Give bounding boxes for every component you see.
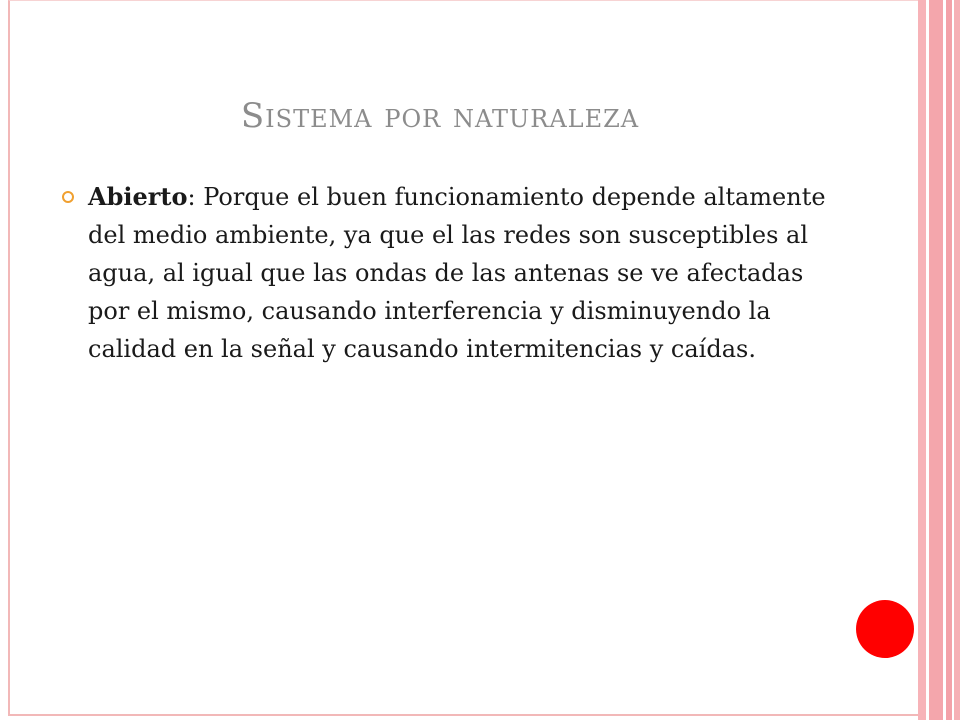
stripe (929, 0, 943, 720)
stripe (954, 0, 960, 720)
decorative-stripes (918, 0, 960, 720)
stripe (918, 0, 926, 720)
bullet-text: Porque el buen funcionamiento depende altamente del medio ambiente, ya que el las redes son susceptibles al agua, al igual que las ondas de las antenas se ve afectadas por el mismo, causando interferencia y disminuyendo la calidad en la señal y causando intermitencias y caídas. (88, 183, 826, 363)
decorative-red-circle (856, 600, 914, 658)
bullet-item (62, 178, 842, 368)
bullet-term: Abierto (88, 182, 188, 211)
slide-content (62, 178, 842, 368)
bullet-separator: : (187, 183, 204, 211)
slide-title: Sistema por naturaleza (240, 96, 640, 136)
bullet-ring-icon (62, 191, 74, 203)
